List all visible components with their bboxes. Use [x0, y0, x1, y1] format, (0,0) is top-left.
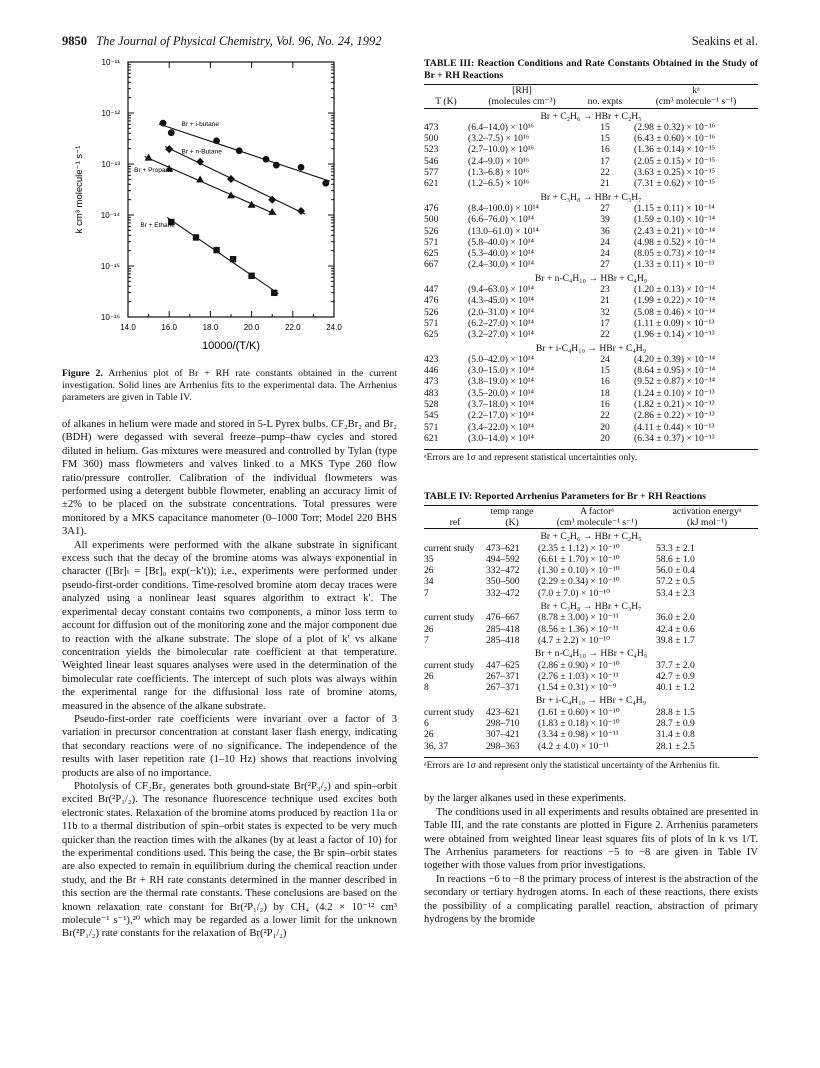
table-cell: 545 [424, 410, 439, 422]
table-cell: (3.2–27.0) × 10¹⁴ [468, 329, 534, 341]
table-cell: (8.4–100.0) × 10¹⁴ [468, 202, 539, 214]
table-row [424, 565, 758, 576]
table-cell: current study [424, 659, 475, 671]
table-cell: 27 [600, 259, 610, 271]
table-cell: 476 [424, 202, 439, 214]
data-point-ethane [213, 247, 219, 253]
table-cell: 307–421 [486, 729, 520, 741]
x-tick-label: 22.0 [285, 323, 301, 332]
table-cell: (2.2–17.0) × 10¹⁴ [468, 410, 534, 422]
x-tick-label: 14.0 [120, 323, 136, 332]
table-cell: (3.63 ± 0.25) × 10⁻¹⁵ [634, 167, 716, 179]
table3 [424, 84, 758, 446]
table-row [424, 248, 758, 259]
table-cell: 36.0 ± 2.0 [656, 612, 695, 624]
table-cell: (5.3–40.0) × 10¹⁴ [468, 248, 534, 260]
table4-header-e-top: activation energyᵃ [656, 505, 758, 517]
table-cell: 35 [424, 553, 434, 565]
table-cell: (1.2–6.5) × 10¹⁶ [468, 178, 530, 190]
data-point-ethane [193, 234, 199, 240]
table-cell: 24 [600, 236, 610, 248]
table-cell: 298–363 [486, 740, 520, 752]
table-cell: (4.20 ± 0.39) × 10⁻¹⁴ [634, 353, 716, 365]
table-cell: 16 [600, 144, 610, 156]
table3-header-n: no. expts [576, 96, 634, 108]
table-cell: (1.36 ± 0.14) × 10⁻¹⁵ [634, 144, 716, 156]
data-point-ethane [230, 256, 236, 262]
table-cell: 36, 37 [424, 740, 448, 752]
table-row [424, 318, 758, 329]
table-row [424, 214, 758, 225]
table-cell: 332–472 [486, 587, 520, 599]
table-group-heading: Br + i-C₄H₁₀ → HBr + C₄H₉ [535, 695, 647, 707]
table-row [424, 354, 758, 365]
table-row [424, 624, 758, 635]
table-cell: (1.15 ± 0.11) × 10⁻¹⁴ [634, 202, 715, 214]
table-cell: (2.43 ± 0.21) × 10⁻¹⁴ [634, 225, 716, 237]
table-row [424, 122, 758, 133]
table-group-heading: Br + C₃H₈ → HBr + C₃H₇ [540, 191, 642, 203]
table-cell: 34 [424, 576, 434, 588]
table4-header-a: (cm³ molecule⁻¹ s⁻¹) [538, 517, 656, 529]
table-cell: (3.34 ± 0.98) × 10⁻¹¹ [538, 729, 619, 741]
table-cell: (2.29 ± 0.34) × 10⁻¹⁰ [538, 576, 620, 588]
table-cell: (4.2 ± 4.0) × 10⁻¹¹ [538, 740, 610, 752]
running-header [62, 34, 758, 50]
table-cell: (6.34 ± 0.37) × 10⁻¹³ [634, 432, 715, 444]
data-point-i-butane [298, 164, 305, 171]
table-row [424, 203, 758, 214]
table-cell: 267–371 [486, 682, 520, 694]
body-paragraph: The conditions used in all experiments and results obtained are presented in Table III, and the rate constants are plotted in Figure 2. Arrhenius parameters were obtained from weighted linear least squares fits of plots of ln k vs 1/T. The Arrhenius parameters for reactions −5 to −8 are given in Table IV together with those values from prior investigations. [424, 806, 758, 872]
table-row [424, 133, 758, 144]
figure-caption [62, 368, 397, 404]
table-cell: (8.05 ± 0.73) × 10⁻¹⁴ [634, 248, 716, 260]
table-row [424, 410, 758, 421]
table-cell: 523 [424, 144, 439, 156]
table-cell: 32 [600, 306, 610, 318]
table-cell: (8.78 ± 3.00) × 10⁻¹¹ [538, 612, 619, 624]
table-cell: (1.59 ± 0.10) × 10⁻¹⁴ [634, 214, 716, 226]
table3-label: TABLE III: [424, 58, 475, 69]
table-cell: (6.61 ± 1.70) × 10⁻¹⁰ [538, 553, 620, 565]
data-point-ethane [271, 290, 277, 296]
table-cell: (1.61 ± 0.60) × 10⁻¹⁰ [538, 706, 620, 718]
x-tick-label: 16.0 [161, 323, 177, 332]
x-tick-label: 18.0 [202, 323, 219, 332]
data-point-i-butane [168, 129, 175, 136]
table-cell: 447 [424, 284, 439, 296]
table-cell: (5.8–40.0) × 10¹⁴ [468, 236, 534, 248]
table4-header-a-top: A factorᵃ [538, 505, 656, 517]
table-cell: 546 [424, 155, 439, 167]
table4-footnote: ᵃErrors are 1σ and represent only the statistical uncertainty of the Arrhenius fit. [424, 757, 758, 773]
table3-title: Reaction Conditions and Rate Constants Obtained in the Study of Br + RH Reactions [424, 58, 758, 81]
table-cell: (2.86 ± 0.90) × 10⁻¹⁰ [538, 659, 620, 671]
y-tick-label: 10⁻¹¹ [101, 58, 120, 67]
table-cell: 571 [424, 317, 439, 329]
data-point-i-butane [322, 180, 329, 187]
table-cell: (1.96 ± 0.14) × 10⁻¹³ [634, 329, 715, 341]
table-row [424, 660, 758, 671]
table-row [424, 671, 758, 682]
table-cell: (1.83 ± 0.18) × 10⁻¹⁰ [538, 718, 620, 730]
data-point-propane [227, 191, 235, 198]
data-point-i-butane [273, 162, 280, 169]
page-number: 9850 [62, 34, 87, 48]
x-axis-label: 10000/(T/K) [201, 340, 261, 352]
table4-label: TABLE IV: [424, 490, 473, 502]
table-cell: 667 [424, 259, 439, 271]
table4-header-ref: ref [424, 517, 486, 529]
table-cell: 20 [600, 421, 610, 433]
table-cell: (13.0–61.0) × 10¹⁴ [468, 225, 539, 237]
table-cell: 26 [424, 565, 434, 577]
table-row [424, 718, 758, 729]
table-cell: 17 [600, 317, 610, 329]
table-cell: (3.2–7.5) × 10¹⁶ [468, 133, 530, 145]
right-column [424, 58, 758, 927]
table-cell: 24 [600, 353, 610, 365]
table-cell: (3.0–14.0) × 10¹⁴ [468, 432, 534, 444]
table4-header-temp-top: temp range [486, 505, 538, 517]
data-point-i-butane [236, 147, 243, 154]
table-cell: 39 [600, 214, 610, 226]
table-cell: (2.7–10.0) × 10¹⁶ [468, 144, 534, 156]
table-cell: 298–710 [486, 718, 520, 730]
table-row [424, 284, 758, 295]
table-cell: 15 [600, 121, 610, 133]
table3-footnote: ᵃErrors are 1σ and represent statistical uncertainties only. [424, 449, 758, 465]
table-cell: 285–418 [486, 634, 520, 646]
table-group-heading: Br + n-C₄H₁₀ → HBr + C₄H₉ [534, 272, 648, 284]
table-cell: 21 [600, 295, 610, 307]
table-cell: (2.86 ± 0.22) × 10⁻¹³ [634, 410, 715, 422]
table-row [424, 399, 758, 410]
table-cell: (2.05 ± 0.15) × 10⁻¹⁵ [634, 155, 716, 167]
table-cell: (2.98 ± 0.32) × 10⁻¹⁶ [634, 121, 716, 133]
table-cell: 58.6 ± 1.0 [656, 553, 695, 565]
table3-header-rh: (molecules cm⁻³) [468, 96, 576, 108]
table-row [424, 365, 758, 376]
table-cell: (6.6–76.0) × 10¹⁴ [468, 214, 534, 226]
table-row [424, 741, 758, 754]
series-label: Br + Ethane [140, 222, 175, 230]
table-cell: (9.52 ± 0.87) × 10⁻¹⁴ [634, 376, 716, 388]
table-row [424, 554, 758, 565]
table-cell: (9.4–63.0) × 10¹⁴ [468, 284, 534, 296]
table-cell: (4.7 ± 2.2) × 10⁻¹⁰ [538, 634, 611, 646]
table-cell: (3.7–18.0) × 10¹⁴ [468, 399, 534, 411]
table-cell: (1.24 ± 0.10) × 10⁻¹³ [634, 387, 715, 399]
data-point-n-butane [165, 145, 173, 153]
table-cell: (3.5–20.0) × 10¹⁴ [468, 387, 534, 399]
table-cell: 23 [600, 284, 610, 296]
table-cell: 494–592 [486, 553, 520, 565]
table-cell: 26 [424, 670, 434, 682]
table-cell: (4.11 ± 0.44) × 10⁻¹³ [634, 421, 715, 433]
table-cell: 8 [424, 682, 429, 694]
data-point-propane [248, 201, 256, 208]
table-cell: 285–418 [486, 623, 520, 635]
table-cell: 28.8 ± 1.5 [656, 706, 695, 718]
table-cell: 15 [600, 133, 610, 145]
series-label: Br + i-butane [181, 121, 219, 129]
table-cell: (8.56 ± 1.36) × 10⁻¹¹ [538, 623, 619, 635]
table-cell: (6.2–27.0) × 10¹⁴ [468, 317, 534, 329]
table-cell: 42.7 ± 0.9 [656, 670, 695, 682]
table-cell: (7.0 ± 7.0) × 10⁻¹⁰ [538, 587, 611, 599]
table-cell: 36 [600, 225, 610, 237]
table-cell: 528 [424, 399, 439, 411]
table-cell: (1.3–6.8) × 10¹⁶ [468, 167, 530, 179]
figure-label: Figure 2. [62, 368, 103, 379]
table-row [424, 588, 758, 599]
table-row [424, 226, 758, 237]
table-cell: 26 [424, 623, 434, 635]
data-point-n-butane [227, 175, 235, 183]
table-row [424, 237, 758, 248]
table4-header-e: (kJ mol⁻¹) [656, 517, 758, 529]
y-axis-label: k cm³ molecule⁻¹ s⁻¹ [74, 145, 85, 234]
table-cell: 16 [600, 376, 610, 388]
table-cell: 26 [424, 729, 434, 741]
table-cell: 24 [600, 248, 610, 260]
table-cell: (2.35 ± 1.12) × 10⁻¹⁰ [538, 542, 620, 554]
table-row [424, 376, 758, 387]
table-cell: (1.99 ± 0.22) × 10⁻¹⁴ [634, 295, 716, 307]
y-tick-label: 10⁻¹⁶ [100, 313, 120, 322]
table-group-heading: Br + C₂H₆ → HBr + C₂H₅ [540, 531, 642, 543]
table-cell: 31.4 ± 0.8 [656, 729, 695, 741]
table-cell: 500 [424, 214, 439, 226]
table-cell: 526 [424, 306, 439, 318]
table-row [424, 388, 758, 399]
table-cell: 40.1 ± 1.2 [656, 682, 695, 694]
table-cell: 473–621 [486, 542, 520, 554]
table3-header-k: (cm³ molecule⁻¹ s⁻¹) [634, 96, 758, 108]
table-cell: (3.4–22.0) × 10¹⁴ [468, 421, 534, 433]
table-cell: 473 [424, 121, 439, 133]
table-cell: 15 [600, 365, 610, 377]
table-cell: 621 [424, 432, 439, 444]
table-cell: current study [424, 612, 475, 624]
table-cell: 56.0 ± 0.4 [656, 565, 695, 577]
table-cell: 28.7 ± 0.9 [656, 718, 695, 730]
left-column [62, 368, 397, 941]
table-cell: (2.0–31.0) × 10¹⁴ [468, 306, 534, 318]
data-point-ethane [248, 273, 254, 279]
table-cell: 500 [424, 133, 439, 145]
table-cell: 42.4 ± 0.6 [656, 623, 695, 635]
table-cell: 7 [424, 587, 429, 599]
figure-caption-text: Arrhenius plot of Br + RH rate constants obtained in the current investigation. Solid lines are Arrhenius fits to the experimental data. The Arrhenius parameters are given in Table IV. [62, 368, 397, 403]
table-cell: (6.43 ± 0.60) × 10⁻¹⁶ [634, 133, 716, 145]
table-cell: 16 [600, 399, 610, 411]
y-tick-label: 10⁻¹² [101, 109, 120, 118]
table-row [424, 612, 758, 623]
table-cell: 22 [600, 329, 610, 341]
table-cell: (2.4–9.0) × 10¹⁶ [468, 155, 530, 167]
table-cell: 625 [424, 329, 439, 341]
table-cell: current study [424, 706, 475, 718]
table-group-heading: Br + i-C₄H₁₀ → HBr + C₄H₉ [535, 342, 647, 354]
table-cell: (3.8–19.0) × 10¹⁴ [468, 376, 534, 388]
body-paragraph: of alkanes in helium were made and stored in 5-L Pyrex bulbs. CF₂Br₂ and Br₂ (BDH) were degassed with several freeze–pump–thaw cycles and stored diluted in helium. Gas mixtures were measured and controlled by Tylan (type FM 360) mass flowmeters and valves linked to a MKS Type 260 flow ratio/pressure controller. Calibration of the individual flowmeters was performed using a detergent bubble flowmeter, enabling an accuracy limit of ±2% to be placed on the substrate concentrations. Total pressures were monitored by a MKS capacitance manometer (0–1000 Torr; Model 220 BHS 3A1). [62, 419, 397, 538]
table-cell: 20 [600, 432, 610, 444]
table4-header-temp: (K) [486, 517, 538, 529]
table-cell: 28.1 ± 2.5 [656, 740, 695, 752]
table-cell: (3.0–15.0) × 10¹⁴ [468, 365, 534, 377]
table-row [424, 259, 758, 270]
table-group-heading: Br + C₂H₆ → HBr + C₂H₅ [540, 110, 642, 122]
table-cell: 571 [424, 421, 439, 433]
table-cell: 447–625 [486, 659, 520, 671]
table-group-heading: Br + C₃H₈ → HBr + C₃H₇ [540, 601, 642, 613]
table-cell: 267–371 [486, 670, 520, 682]
table-row [424, 729, 758, 740]
data-point-propane [196, 175, 204, 182]
table-cell: 476 [424, 295, 439, 307]
table-row [424, 167, 758, 178]
table-cell: 483 [424, 387, 439, 399]
table-row [424, 178, 758, 189]
table-group-heading: Br + n-C₄H₁₀ → HBr + C₄H₉ [534, 648, 648, 660]
table-cell: (4.98 ± 0.52) × 10⁻¹⁴ [634, 236, 716, 248]
data-point-i-butane [213, 137, 220, 144]
table-row [424, 635, 758, 646]
table-cell: 53.3 ± 2.1 [656, 542, 695, 554]
table-cell: (1.54 ± 0.31) × 10⁻⁹ [538, 682, 617, 694]
body-paragraph: Pseudo-first-order rate coefficients were invariant over a factor of 3 variation in precursor concentration at constant laser flash energy, indicating that secondary reactions were of no significance. The independence of the results with laser repetition rate (1–10 Hz) shows that reactions involving products are also of no importance. [62, 713, 397, 779]
table-row [424, 576, 758, 587]
table-cell: 17 [600, 155, 610, 167]
table4-title: Reported Arrhenius Parameters for Br + RH Reactions [474, 490, 706, 502]
table-row [424, 707, 758, 718]
table-cell: 350–500 [486, 576, 520, 588]
x-tick-label: 24.0 [326, 323, 342, 332]
table-cell: 476–667 [486, 612, 520, 624]
y-tick-label: 10⁻¹⁴ [100, 211, 120, 220]
table-cell: (2.76 ± 1.03) × 10⁻¹¹ [538, 670, 619, 682]
table-cell: (1.20 ± 0.13) × 10⁻¹⁴ [634, 284, 716, 296]
table-cell: 332–472 [486, 565, 520, 577]
table3-header-k-top: kᵃ [634, 85, 758, 97]
fit-line [167, 217, 278, 293]
table-cell: 37.7 ± 2.0 [656, 659, 695, 671]
fit-line [165, 147, 305, 215]
table-cell: (7.31 ± 0.62) × 10⁻¹⁵ [634, 178, 716, 190]
table-cell: 39.8 ± 1.7 [656, 634, 695, 646]
fit-line [144, 157, 276, 215]
table-cell: 7 [424, 634, 429, 646]
table4-caption [424, 491, 758, 503]
table-cell: (1.33 ± 0.11) × 10⁻¹³ [634, 259, 715, 271]
table-cell: 473 [424, 376, 439, 388]
table-cell: 526 [424, 225, 439, 237]
table-cell: 21 [600, 178, 610, 190]
table-cell: (4.3–45.0) × 10¹⁴ [468, 295, 534, 307]
table-cell: (5.0–42.0) × 10¹⁴ [468, 353, 534, 365]
table-row [424, 433, 758, 446]
table-cell: (8.64 ± 0.95) × 10⁻¹⁴ [634, 365, 716, 377]
body-paragraph: Photolysis of CF₂Br₂ generates both ground-state Br(²P₃/₂) and spin–orbit excited Br(²P₁/₂). The resonance fluorescence technique used excites both electronic states. Relaxation of the bromine atoms produced by reaction 11a or 11b to a thermal distribution of spin–orbit states is expected to be very much quicker than the reaction times with the alkanes (by at least a factor of 10) for the experimental conditions used. This being the case, the Br spin–orbit states are also expected to remain in equilibrium during the chemical reaction under study, and the Br + RH rate constants determined in the manner described in this section are the thermal rate constants. These conclusions are based on the known relaxation rate constant for Br(²P₁/₂) by CH₄ (4.2 × 10⁻¹² cm³ molecule⁻¹ s⁻¹),²⁰ which may be regarded as a lower limit for the unknown Br(²P₁/₂) rate constants for the relaxation of Br(²P₁/₂) [62, 780, 397, 940]
table-cell: 625 [424, 248, 439, 260]
table-cell: 423–621 [486, 706, 520, 718]
table3-caption [424, 58, 758, 82]
table-cell: (1.11 ± 0.09) × 10⁻¹³ [634, 317, 715, 329]
table-cell: 621 [424, 178, 439, 190]
table-row [424, 682, 758, 693]
author-running-head: Seakins et al. [691, 34, 758, 48]
journal-title: The Journal of Physical Chemistry, Vol. 96, No. 24, 1992 [96, 34, 382, 48]
table-cell: 22 [600, 167, 610, 179]
arrhenius-plot [62, 52, 398, 362]
table-row [424, 156, 758, 167]
table-row [424, 295, 758, 306]
plot-frame [128, 62, 334, 317]
table-row [424, 543, 758, 554]
table-row [424, 144, 758, 155]
table-cell: (1.82 ± 0.21) × 10⁻¹³ [634, 399, 715, 411]
data-point-i-butane [160, 120, 167, 127]
table4 [424, 505, 758, 754]
table-cell: 22 [600, 410, 610, 422]
table-cell: 6 [424, 718, 429, 730]
body-paragraph: by the larger alkanes used in these experiments. [424, 793, 627, 805]
table3-header-rh-top: [RH] [468, 85, 576, 97]
table-cell: 18 [600, 387, 610, 399]
table-cell: (1.30 ± 0.10) × 10⁻¹⁰ [538, 565, 620, 577]
y-tick-label: 10⁻¹⁵ [100, 262, 120, 271]
table-cell: 57.2 ± 0.5 [656, 576, 695, 588]
table-cell: (5.08 ± 0.46) × 10⁻¹⁴ [634, 306, 716, 318]
table-cell: (6.4–14.0) × 10¹⁶ [468, 121, 534, 133]
table-row [424, 329, 758, 340]
series-label: Br + n-Butane [181, 148, 222, 156]
table-row [424, 422, 758, 433]
x-tick-label: 20.0 [243, 323, 260, 332]
table-row [424, 307, 758, 318]
table-cell: 423 [424, 353, 439, 365]
y-tick-label: 10⁻¹³ [101, 160, 120, 169]
body-paragraph: All experiments were performed with the alkane substrate in significant excess such that the decay of the bromine atoms was always exponential in character ([Br]ₜ = [Br]₀ exp(−k′t)); i.e., experiments were performed under pseudo-first-order conditions. Time-resolved bromine atom decay traces were analyzed using a nonlinear least squares algorithm to extract k′. The experimental decay constant contains two components, a minor loss term to account for diffusion out of the monitoring zone and the major component due to reaction with the alkane substrate. The slope of a plot of k′ vs alkane concentration yields the bimolecular rate coefficient at that temperature. Weighted linear least squares analyses were used in the determination of the bimolecular rate coefficients. The intercept of such plots was always within the experimental range for the diffusional loss rate of bromine atoms, measured in the absence of the alkane substrate. [62, 539, 397, 712]
table-cell: 446 [424, 365, 439, 377]
data-point-i-butane [263, 156, 270, 163]
table-cell: 53.4 ± 2.3 [656, 587, 695, 599]
table-cell: 577 [424, 167, 439, 179]
table-cell: 571 [424, 236, 439, 248]
table3-header-t: T (K) [424, 96, 468, 108]
table-cell: (2.4–30.0) × 10¹⁴ [468, 259, 534, 271]
table-cell: 27 [600, 202, 610, 214]
body-paragraph: In reactions −6 to −8 the primary process of interest is the abstraction of the secondary or tertiary hydrogen atoms. In each of these reactions, there exists the possibility of a complicating parallel reaction, abstraction of primary hydrogens by the bromide [424, 873, 758, 926]
series-label: Br + Propane [134, 166, 173, 174]
table-cell: current study [424, 542, 475, 554]
